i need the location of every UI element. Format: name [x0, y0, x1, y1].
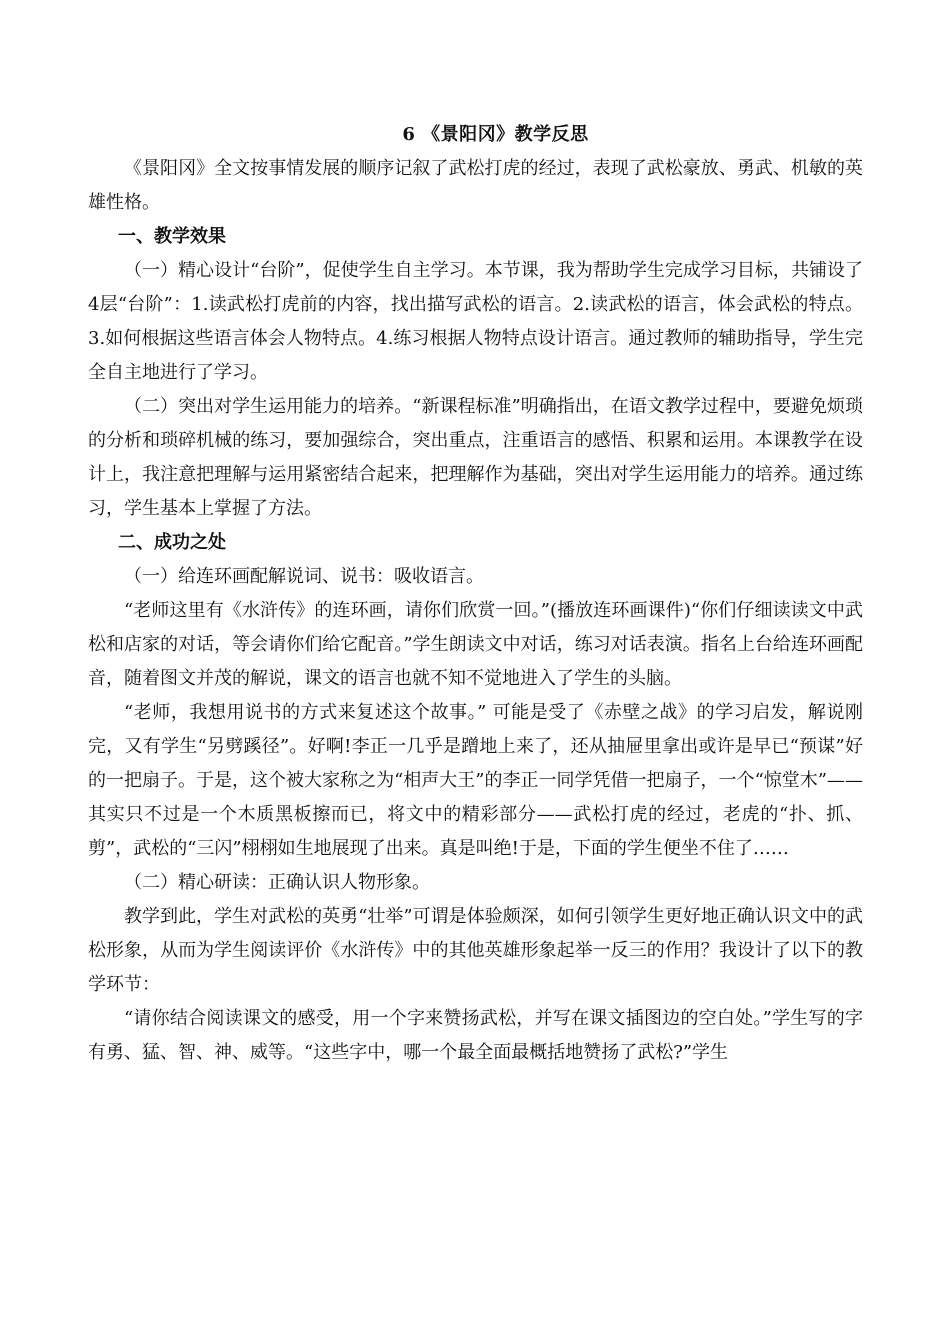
subheading: （一）给连环画配解说词、说书：吸收语言。 [124, 566, 484, 587]
paragraph: 教学到此，学生对武松的英勇“壮举”可谓是体验颇深，如何引领学生更好地正确认识文中的武松形象，从而为学生阅读评价《水浒传》中的其他英雄形象起举一反三的作用？我设计了以下的教学环节： [88, 906, 863, 995]
document-body [88, 118, 863, 1070]
paragraph: （一）精心设计“台阶”，促使学生自主学习。本节课，我为帮助学生完成学习目标，共铺设了4层“台阶”：1.读武松打虎前的内容，找出描写武松的语言。2.读武松的语言，体会武松的特点。3.如何根据这些语言体会人物特点。4.练习根据人物特点设计语言。通过教师的辅助指导，学生完全自主地进行了学习。 [88, 260, 863, 383]
paragraph: （二）突出对学生运用能力的培养。“新课程标准”明确指出，在语文教学过程中，要避免烦琐的分析和琐碎机械的练习，要加强综合，突出重点，注重语言的感悟、积累和运用。本课教学在设计上，我注意把理解与运用紧密结合起来，把理解作为基础，突出对学生运用能力的培养。通过练习，学生基本上掌握了方法。 [88, 396, 863, 519]
paragraph: “老师，我想用说书的方式来复述这个故事。” 可能是受了《赤壁之战》的学习启发，解说刚完，又有学生“另劈蹊径”。好啊!李正一几乎是蹭地上来了，还从抽屉里拿出或许是早已“预谋”好的一把扇子。于是，这个被大家称之为“相声大王”的李正一同学凭借一把扇子，一个“惊堂木”——其实只不过是一个木质黑板擦而已，将文中的精彩部分——武松打虎的经过，老虎的“扑、抓、剪”，武松的“三闪”栩栩如生地展现了出来。真是叫绝!于是，下面的学生便坐不住了…… [88, 702, 863, 859]
subheading: （二）精心研读：正确认识人物形象。 [124, 872, 430, 893]
paragraph: “请你结合阅读课文的感受，用一个字来赞扬武松，并写在课文插图边的空白处。”学生写的字有勇、猛、智、神、威等。“这些字中，哪一个最全面最概括地赞扬了武松?”学生 [88, 1008, 863, 1063]
page-title: 6 《景阳冈》教学反思 [402, 124, 589, 145]
paragraph: “老师这里有《水浒传》的连环画，请你们欣赏一回。”(播放连环画课件)“你们仔细读读文中武松和店家的对话，等会请你们给它配音。”学生朗读文中对话，练习对话表演。指名上台给连环画配音，随着图文并茂的解说，课文的语言也就不知不觉地进入了学生的头脑。 [88, 600, 863, 689]
section-heading-teaching-effect: 一、教学效果 [118, 226, 226, 247]
intro-paragraph: 《景阳冈》全文按事情发展的顺序记叙了武松打虎的经过，表现了武松豪放、勇武、机敏的英雄性格。 [88, 158, 863, 213]
section-heading-success: 二、成功之处 [118, 532, 226, 553]
